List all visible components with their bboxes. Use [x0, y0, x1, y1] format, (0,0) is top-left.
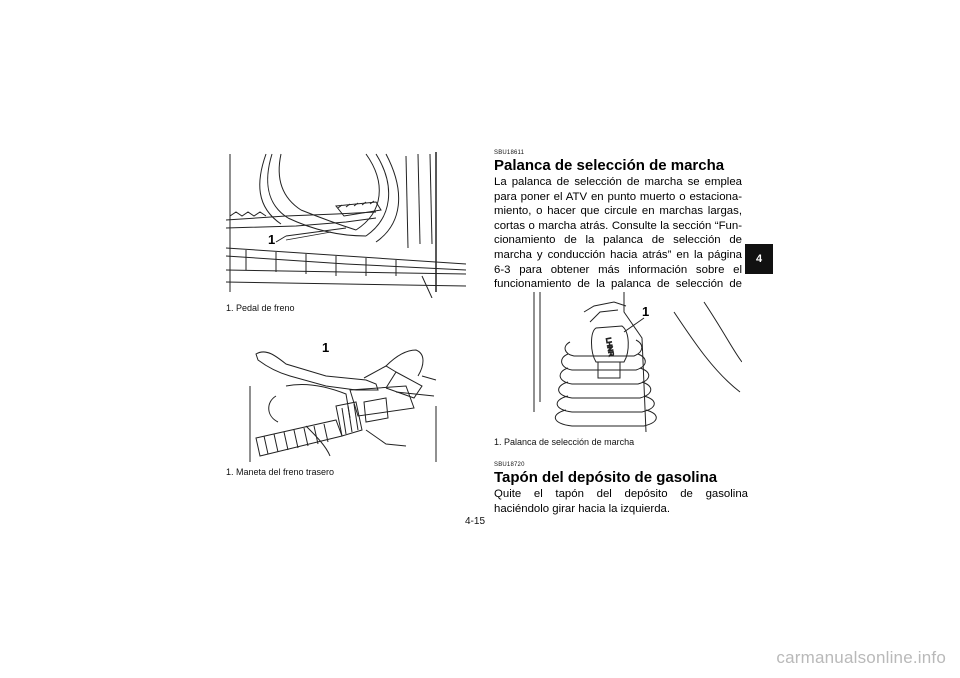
shift-lever-illustration	[494, 292, 742, 432]
brake-pedal-illustration	[226, 152, 466, 298]
section-code-fuel-cap: SBU18720	[494, 462, 525, 468]
page-number: 4-15	[465, 516, 486, 527]
section-body-shift-lever: La palanca de selección de marcha se emplea para poner el ATV en punto muerto o estaciona-miento, o hacer que circule en marchas largas, cortas o marcha atrás. Consulte la sección “Fun-cionamiento de la palanca de selección de marcha y conducción hacia atrás” en la página 6-3 para obtener más información sobre el funcionamiento de la palanca de selección de	[494, 176, 742, 291]
watermark: carmanualsonline.info	[776, 648, 946, 667]
section-body-fuel-cap: Quite el tapón del depósito de gasolina haciéndolo girar hacia la izquierda.	[494, 488, 748, 515]
brake-pedal-drawing	[226, 152, 466, 298]
brake-pedal-callout: 1	[268, 232, 276, 247]
rear-brake-lever-illustration	[246, 326, 444, 462]
shift-lever-caption: 1. Palanca de selección de marcha	[494, 437, 635, 447]
rear-brake-lever-caption: 1. Maneta del freno trasero	[226, 467, 335, 477]
shift-lever-callout: 1	[642, 304, 650, 319]
svg-text:LHNR: LHNR	[604, 337, 615, 358]
shift-lever-drawing	[494, 292, 742, 432]
rear-brake-lever-drawing	[246, 326, 444, 462]
brake-pedal-caption: 1. Pedal de freno	[226, 303, 295, 313]
section-title-shift-lever: Palanca de selección de marcha	[494, 157, 725, 174]
section-title-fuel-cap: Tapón del depósito de gasolina	[494, 469, 718, 486]
chapter-tab: 4	[745, 244, 773, 274]
section-code-shift-lever: SBU18611	[494, 150, 525, 156]
rear-brake-lever-callout: 1	[322, 340, 330, 355]
